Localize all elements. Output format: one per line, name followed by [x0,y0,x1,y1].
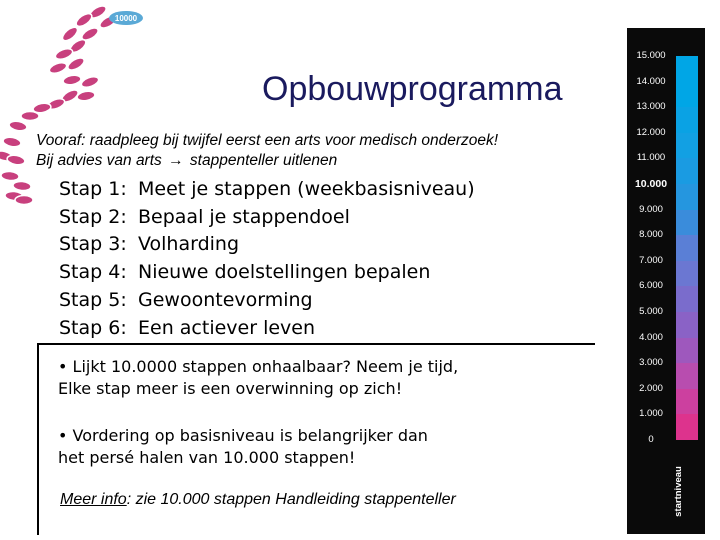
step-number: Stap 6: [59,316,127,339]
footprint-icon [60,25,80,43]
footprint-icon [76,90,95,102]
scale-segment [676,286,698,312]
note-patience [58,356,458,400]
footprint-icon [8,120,27,132]
scale-segment [676,235,698,261]
step-number: Stap 2: [59,205,127,228]
footprint-icon [6,154,25,166]
scale-tick-label: 10.000 [634,178,668,190]
scale-segment [676,261,698,287]
footprint-icon [15,196,33,205]
scale-segment [676,82,698,108]
arrow-right-icon: → [168,152,184,169]
step-number: Stap 3: [59,233,127,256]
scale-segment [676,363,698,389]
note-line: Elke stap meer is een overwinning op zich! [58,379,403,398]
step-number: Stap 5: [59,288,127,311]
step-number: Stap 4: [59,261,127,284]
footprint-icon [74,11,94,29]
scale-tick-label: 0 [648,434,654,445]
scale-footer [667,458,697,528]
more-info-text: : zie 10.000 stappen Handleiding stappenteller [126,491,456,508]
step-6 [59,315,475,343]
scale-segment [676,107,698,133]
more-info-link[interactable]: Meer info [60,491,127,508]
scale-tick-label: 11.000 [636,152,666,164]
scale-tick-label: 1.000 [639,408,663,420]
scale-tick-label: 2.000 [639,382,663,394]
scale-segment [676,338,698,364]
intro-line-2-end: stappenteller uitlenen [189,152,338,169]
intro-line-2-start: Bij advies van arts [36,152,162,169]
step-scale-bar [627,28,705,534]
scale-footer-label: startniveau [672,466,684,517]
footprint-icon [13,181,32,192]
scale-tick-label: 13.000 [636,101,666,113]
step-number: Stap 1: [59,178,127,200]
step-text: Meet je stappen (weekbasisniveau) [138,178,475,200]
footprint-icon [80,75,100,90]
footprint-icon [54,47,74,62]
step-text: Bepaal je stappendoel [138,205,350,228]
scale-segment [676,158,698,184]
step-text: Gewoontevorming [138,288,313,311]
step-text: Nieuwe doelstellingen bepalen [138,261,431,284]
scale-segment [676,312,698,338]
scale-tick-label: 6.000 [639,280,663,292]
more-info [60,491,456,509]
scale-tick-label: 3.000 [639,357,663,369]
note-line: • Lijkt 10.0000 stappen onhaalbaar? Neem je tijd, [58,357,459,376]
scale-tick-label: 12.000 [636,126,666,138]
scale-segment [676,210,698,236]
scale-tick-label: 5.000 [639,306,663,317]
footprint-badge-text: 10000 [114,14,138,23]
scale-tick-label: 8.000 [639,229,663,241]
step-3 [59,231,475,259]
footprint-icon [66,56,86,73]
intro-text [36,131,498,171]
page-title: Opbouwprogramma [262,70,563,108]
note-line: het persé halen van 10.000 stappen! [58,448,356,467]
step-2 [59,204,475,232]
intro-line-1: Vooraf: raadpleeg bij twijfel eerst een arts voor medisch onderzoek! [36,132,499,149]
scale-segment [676,389,698,415]
intro-line-2 [36,151,498,171]
note-progress [58,425,428,469]
footprint-icon [1,171,20,182]
scale-segment [676,56,698,82]
steps-list [59,176,475,342]
scale-tick-label: 15.000 [636,50,666,61]
step-1 [59,176,475,204]
scale-tick-label: 14.000 [636,75,666,87]
footprint-icon [48,61,68,76]
footprint-badge [109,11,143,25]
scale-segment [676,414,698,440]
footprint-icon [21,112,39,121]
step-text: Een actiever leven [138,316,316,339]
scale-segment [676,184,698,210]
scale-tick-label: 4.000 [639,331,663,343]
step-text: Volharding [138,233,240,256]
step-5 [59,287,475,315]
footprint-icon [62,74,81,86]
scale-tick-label: 7.000 [639,254,663,266]
footprint-icon [2,136,21,148]
step-4 [59,259,475,287]
scale-tick-label: 9.000 [639,203,663,215]
scale-segment [676,133,698,159]
note-line: • Vordering op basisniveau is belangrijker dan [58,426,428,445]
